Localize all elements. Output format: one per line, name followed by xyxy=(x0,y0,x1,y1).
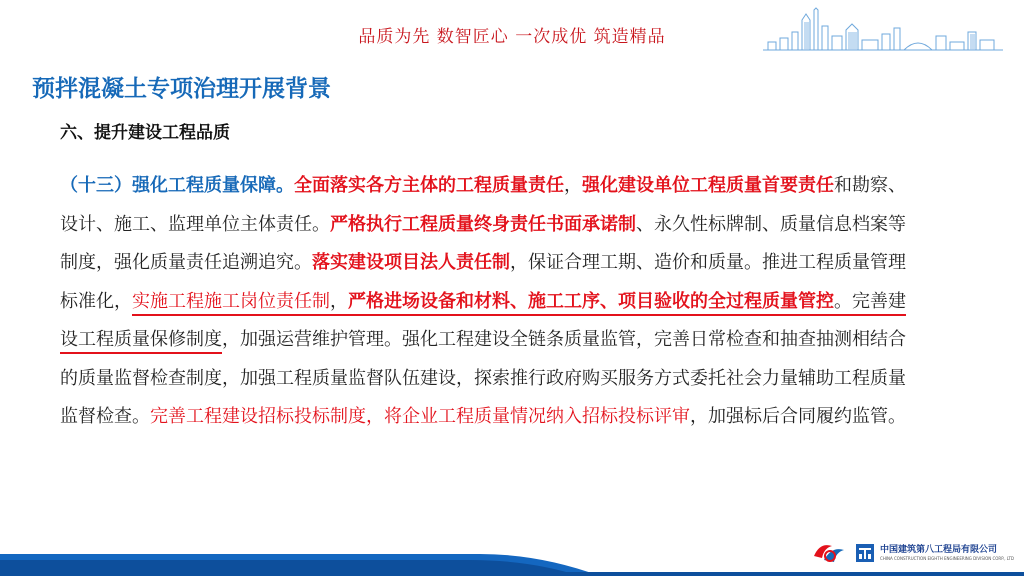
company-logo xyxy=(810,536,1014,570)
slogan: 品质为先 数智匠心 一次成优 筑造精品 xyxy=(358,27,666,47)
company-name-en: CHINA CONSTRUCTION EIGHTH ENGINEERING DIVISION CORP., LTD xyxy=(880,556,1014,561)
highlight-text: 落实建设项目法人责任制 xyxy=(312,252,510,273)
plain-text: ，保证合理工期、造价和质量。推进工程质量管理标准化， xyxy=(60,252,906,312)
highlight-text: 强化建设单位工程质量首要责任 xyxy=(582,175,834,196)
page-title: 预拌混凝土专项治理开展背景 xyxy=(32,76,331,102)
emblem-icon xyxy=(810,538,850,568)
section-heading: 六、提升建设工程品质 xyxy=(60,123,230,143)
plain-text: 、永久性标牌制、质量信息档案等制度，强化质量责任追溯追究。 xyxy=(60,213,906,273)
highlight-text: 严格执行工程质量终身责任书面承诺制 xyxy=(330,213,636,235)
underlined-text: ， xyxy=(330,290,348,312)
plain-text: ， xyxy=(564,175,582,196)
underlined-highlight: 实施工程施工岗位责任制 xyxy=(132,290,330,312)
clause-heading: （十三）强化工程质量保障。 xyxy=(60,175,294,196)
highlight-text: 全面落实各方主体的工程质量责任 xyxy=(294,175,564,196)
body-paragraph xyxy=(60,167,920,437)
underlined-text: 。完善建设工程质量保修制度 xyxy=(60,290,906,350)
plain-text: ，加强运营维护管理。强化工程建设全链条质量监管，完善日常检查和抽查抽测相结合的质量监督检查制度，加强工程质量监督队伍建设，探索推行政府购买服务方式委托社会力量辅助工程质量监督检查。 xyxy=(60,329,906,427)
plain-text: ，加强标后合同履约监管。 xyxy=(690,406,906,427)
plain-text: 和勘察、设计、施工、监理单位主体责任。 xyxy=(60,175,906,235)
cscec-logo-icon xyxy=(856,544,874,562)
underlined-highlight: 严格进场设备和材料、施工工序、项目验收的全过程质量管控 xyxy=(348,290,834,312)
company-name: 中国建筑第八工程局有限公司 xyxy=(880,545,998,555)
highlight-text: 完善工程建设招标投标制度，将企业工程质量情况纳入招标投标评审 xyxy=(150,406,690,427)
city-skyline-icon xyxy=(758,6,1008,56)
